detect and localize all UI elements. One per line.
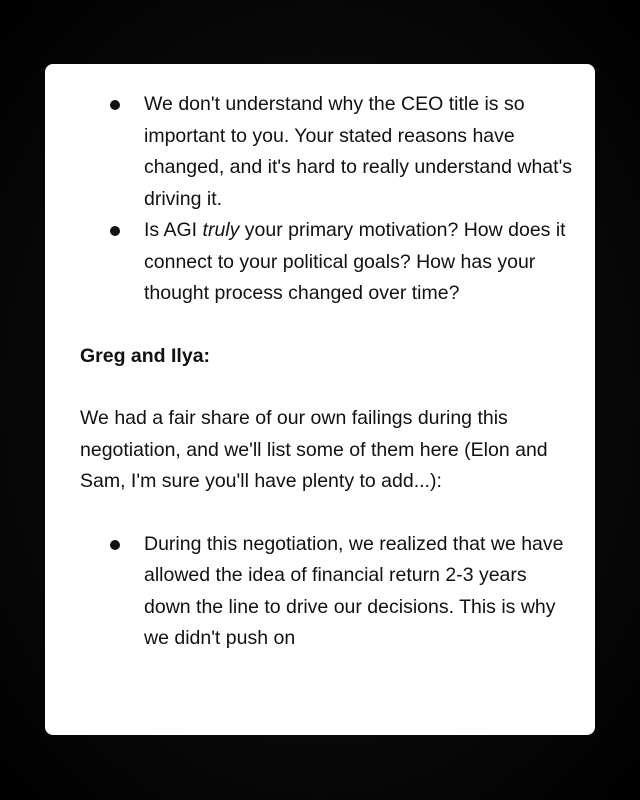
bullet-list (80, 529, 575, 655)
list-item (80, 529, 575, 655)
list-item-text: We don't understand why the CEO title is so important to you. Your stated reasons have changed, and it's hard to really understand what's driving it. (144, 93, 573, 210)
list-item-text-end: your primary motivation? How does it connect to your political goals? How has your thought process changed over time? (144, 219, 566, 304)
bullet-icon (110, 100, 120, 110)
list-item (80, 89, 575, 215)
list-item (80, 215, 575, 310)
emphasized-word: truly (202, 219, 240, 241)
bullet-list (80, 89, 575, 310)
document-card (45, 64, 595, 735)
section-heading: Greg and Ilya: (80, 344, 211, 367)
bullet-icon (110, 540, 120, 550)
bullet-icon (110, 226, 120, 236)
list-item-text-start: Is AGI (144, 219, 203, 241)
list-item-text: During this negotiation, we realized that we have allowed the idea of financial return 2-3 years down the line to drive our decisions. This is why we didn't push on (144, 532, 564, 649)
paragraph: We had a fair share of our own failings during this negotiation, and we'll list some of them here (Elon and Sam, I'm sure you'll have plenty to add...): (80, 407, 548, 492)
